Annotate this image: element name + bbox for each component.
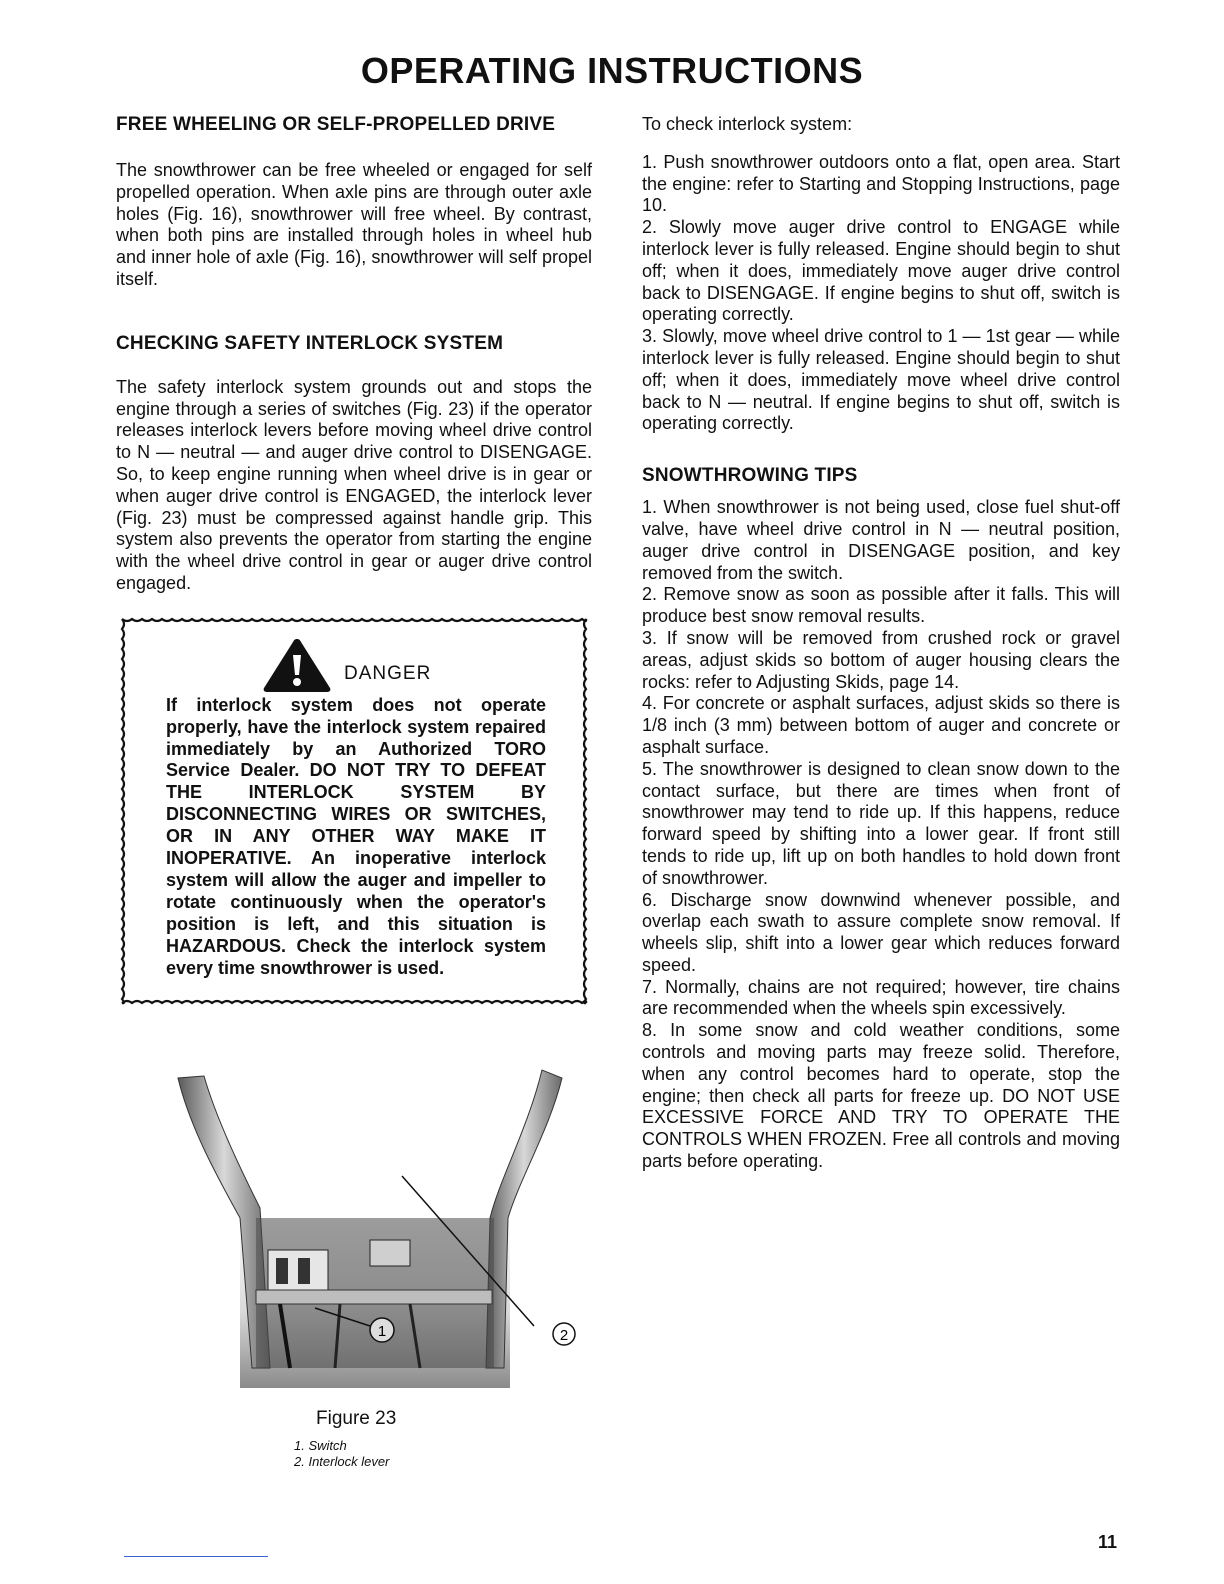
tip-4: 4. For concrete or asphalt surfaces, adjust skids so there is 1/8 inch (3 mm) between bottom of auger and concrete or asphalt surface.	[642, 693, 1120, 757]
page-number: 11	[1098, 1532, 1118, 1552]
free-wheel-text: The snowthrower can be free wheeled or engaged for self propelled operation. When axle pins are through outer axle holes (Fig. 16), snowthrower will free wheel. By contrast, when both pins are installed through holes in wheel hub and inner hole of axle (Fig. 16), snowthrower will self propel itself.	[116, 160, 592, 289]
callout-2: 2	[559, 1327, 569, 1344]
page-title: OPERATING INSTRUCTIONS	[360, 50, 864, 91]
left-column	[116, 114, 592, 1469]
figure-caption: Figure 23	[316, 1408, 397, 1429]
callout-1: 1	[377, 1323, 387, 1340]
warning-triangle-icon	[262, 637, 332, 693]
danger-label: DANGER	[344, 662, 432, 684]
snowthrower-handle-photo	[160, 1068, 580, 1388]
right-column	[642, 114, 1120, 1173]
tips-heading: SNOWTHROWING TIPS	[642, 465, 858, 487]
figure-23-photo	[160, 1068, 580, 1388]
danger-text: If interlock system does not operate properly, have the interlock system repaired immediately by an Authorized TORO Service Dealer. DO NOT TRY TO DEFEAT THE INTERLOCK SYSTEM BY DISCONNECTING WIRES OR SWITCHES, OR IN ANY OTHER WAY MAKE IT INOPERATIVE. An inoperative interlock system will allow the auger and impeller to rotate continuously when the operator's position is left, and this situation is HAZARDOUS. Check the interlock system every time snowthrower is used.	[166, 694, 546, 978]
check-step-1: 1. Push snowthrower outdoors onto a flat, open area. Start the engine: refer to Starting and Stopping Instructions, page 10.	[642, 151, 1120, 216]
tip-8: 8. In some snow and cold weather conditions, some controls and moving parts may freeze solid. Therefore, when any control becomes hard to operate, stop the engine; then check all parts for freeze up. DO NOT USE EXCESSIVE FORCE AND TRY TO OPERATE THE CONTROLS WHEN FROZEN. Free all controls and moving parts before operating.	[642, 1020, 1120, 1172]
tip-6: 6. Discharge snow downwind whenever possible, and overlap each swath to assure complete snow removal. If wheels slip, shift into a lower gear which reduces forward speed.	[642, 889, 1120, 975]
safety-interlock-heading: CHECKING SAFETY INTERLOCK SYSTEM	[116, 332, 504, 354]
tip-3: 3. If snow will be removed from crushed rock or gravel areas, adjust skids so bottom of auger housing clears the rocks: refer to Adjusting Skids, page 14.	[642, 627, 1120, 692]
check-step-2: 2. Slowly move auger drive control to ENGAGE while interlock lever is fully released. Engine should begin to shut off; when it does, immediately move auger drive control back to DISENGAGE. If engine begins to shut off, switch is operating correctly.	[642, 217, 1120, 325]
tip-2: 2. Remove snow as soon as possible after it falls. This will produce best snow removal results.	[642, 584, 1120, 627]
danger-header	[262, 645, 502, 689]
legend-item-interlock-lever: 2. Interlock lever	[294, 1454, 390, 1469]
safety-interlock-text: The safety interlock system grounds out and stops the engine through a series of switches (Fig. 23) if the operator releases interlock levers before moving wheel drive control to N — neutral — and auger drive control to DISENGAGE. So, to keep engine running when wheel drive is in gear or when auger drive control is ENGAGED, the interlock lever (Fig. 23) must be compressed against handle grip. This system also prevents the operator from starting the engine with the wheel drive control in gear or auger drive control engaged.	[116, 376, 592, 593]
tip-5: 5. The snowthrower is designed to clean snow down to the contact surface, but there are times when front of snowthrower may tend to ride up. If this happens, reduce forward speed by shifting into a lower gear. If front still tends to ride up, lift up on both handles to hold down front of snowthrower.	[642, 758, 1120, 888]
free-wheel-heading: FREE WHEELING OR SELF-PROPELLED DRIVE	[116, 114, 556, 135]
check-intro: To check interlock system:	[642, 114, 853, 134]
legend-item-switch: 1. Switch	[294, 1438, 347, 1453]
tip-7: 7. Normally, chains are not required; however, tire chains are recommended when the wheels spin excessively.	[642, 976, 1120, 1019]
figure-legend	[294, 1438, 389, 1470]
footer-rule	[124, 1556, 268, 1557]
tip-1: 1. When snowthrower is not being used, close fuel shut-off valve, have wheel drive control in N — neutral position, auger drive control in DISENGAGE position, and key removed from the switch.	[642, 497, 1120, 583]
danger-warning-box	[116, 613, 592, 1009]
check-step-3: 3. Slowly, move wheel drive control to 1 — 1st gear — while interlock lever is fully released. Engine should begin to shut off; when it does, immediately move wheel drive control back to N — neutral. If engine begins to shut off, switch is operating correctly.	[642, 326, 1120, 434]
